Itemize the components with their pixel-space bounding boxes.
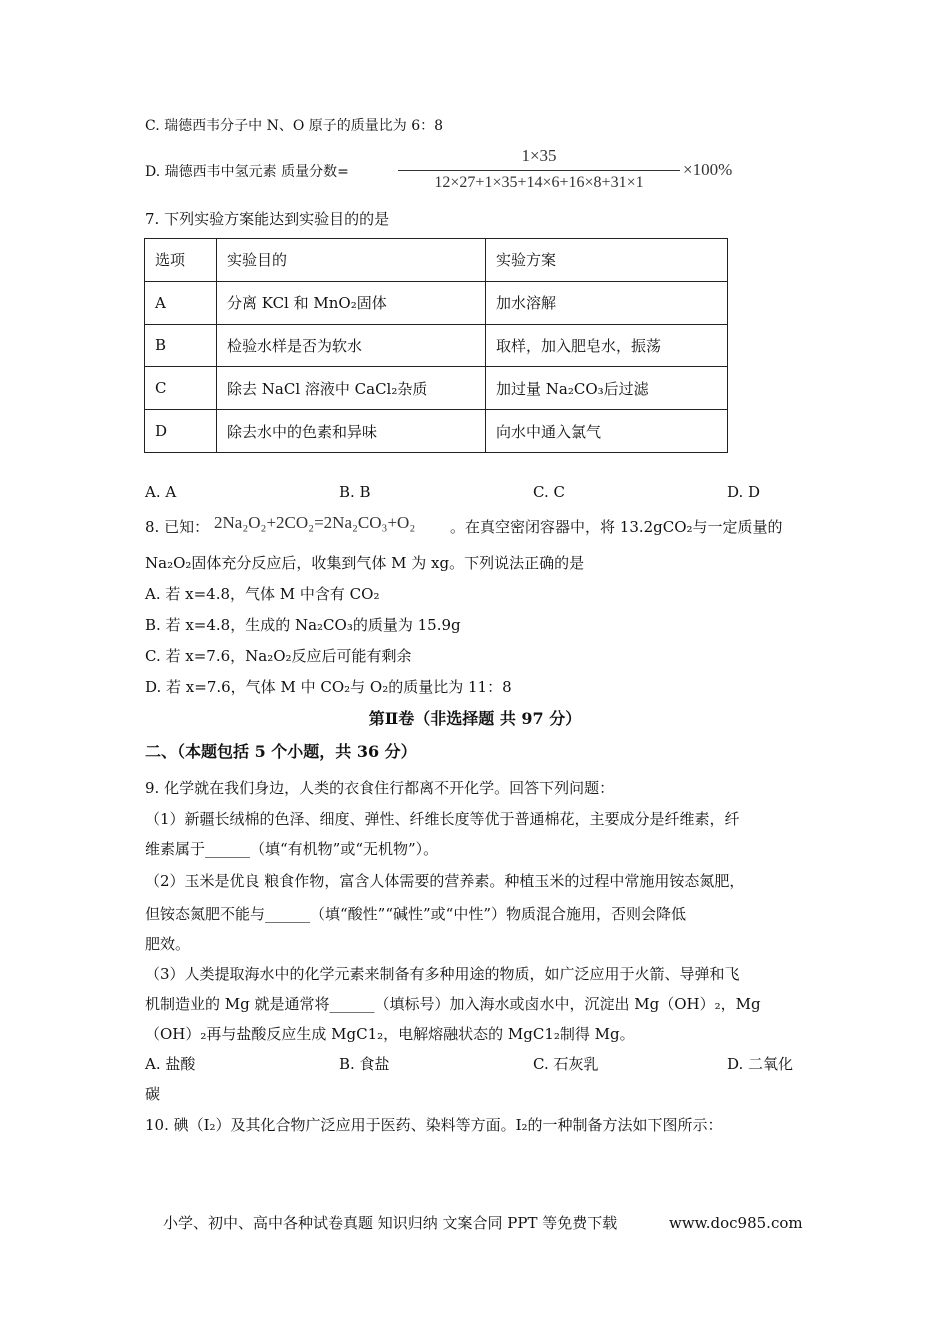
q9-choice-a: A. 盐酸	[145, 1055, 196, 1073]
part2-title: 第Ⅱ卷（非选择题 共 97 分）	[368, 709, 582, 728]
q7-question: 7. 下列实验方案能达到实验目的的是	[145, 210, 390, 228]
table-cell: 加过量 Na₂CO₃后过滤	[486, 367, 728, 410]
q8-text-1: 。在真空密闭容器中，将 13.2gCO₂与一定质量的	[450, 518, 783, 536]
q9-choice-b: B. 食盐	[339, 1055, 390, 1073]
q9-choice-c: C. 石灰乳	[533, 1055, 599, 1073]
q8-prefix: 8. 已知：	[145, 518, 210, 536]
q6-fraction	[398, 146, 680, 192]
q9-part2-line2: 但铵态氮肥不能与______（填“酸性”“碱性”或“中性”）物质混合施用，否则会降低	[145, 905, 687, 923]
table-cell: C	[145, 367, 217, 410]
table-cell: 检验水样是否为软水	[217, 324, 486, 367]
q9-part1-line2: 维素属于______（填“有机物”或“无机物”）。	[145, 840, 439, 858]
q8-option-c: C. 若 x=7.6，Na₂O₂反应后可能有剩余	[145, 647, 412, 665]
q9-part1-line1: （1）新疆长绒棉的色泽、细度、弹性、纤维长度等优于普通棉花，主要成分是纤维素，纤	[145, 810, 740, 828]
q8-option-a: A. 若 x=4.8，气体 M 中含有 CO₂	[145, 585, 380, 603]
q8-option-b: B. 若 x=4.8，生成的 Na₂CO₃的质量为 15.9g	[145, 616, 461, 634]
q9-part2-line3: 肥效。	[145, 935, 191, 953]
table-header-cell: 实验方案	[486, 239, 728, 282]
q6-option-d-prefix: D. 瑞德西韦中氢元素 质量分数=	[145, 164, 349, 180]
table-cell: 加水溶解	[486, 281, 728, 324]
q6-option-c: C. 瑞德西韦分子中 N、O 原子的质量比为 6：8	[145, 118, 444, 134]
q9-choice-d-wrap: 碳	[145, 1085, 161, 1103]
fraction-denominator: 12×27+1×35+14×6+16×8+31×1	[434, 174, 644, 191]
table-cell: B	[145, 324, 217, 367]
table-header-row	[145, 239, 728, 282]
section2-title: 二、（本题包括 5 个小题，共 36 分）	[145, 742, 417, 761]
q9-choice-d: D. 二氧化	[727, 1055, 794, 1073]
footer-text: 小学、初中、高中各种试卷真题 知识归纳 文案合同 PPT 等免费下载	[163, 1214, 618, 1232]
table-cell: D	[145, 410, 217, 453]
q10-text: 10. 碘（I₂）及其化合物广泛应用于医药、染料等方面。I₂的一种制备方法如下图所示：	[145, 1116, 723, 1134]
q8-option-d: D. 若 x=7.6，气体 M 中 CO₂与 O₂的质量比为 11：8	[145, 678, 512, 696]
q8-equation: 2Na₂O₂+2CO₂=2Na₂CO₃+O₂	[214, 513, 416, 532]
q7-choice-d: D. D	[727, 483, 761, 501]
table-header-cell: 实验目的	[217, 239, 486, 282]
q9-part3-line1: （3）人类提取海水中的化学元素来制备有多种用途的物质，如广泛应用于火箭、导弹和飞	[145, 965, 740, 983]
q8-text-2: Na₂O₂固体充分反应后，收集到气体 M 为 xg。下列说法正确的是	[145, 554, 585, 572]
q7-choice-c: C. C	[533, 483, 565, 501]
fraction-bar	[398, 170, 680, 171]
footer-url[interactable]: www.doc985.com	[669, 1214, 803, 1232]
table-cell: 除去 NaCl 溶液中 CaCl₂杂质	[217, 367, 486, 410]
q9-intro: 9. 化学就在我们身边，人类的衣食住行都离不开化学。回答下列问题：	[145, 779, 615, 797]
table-cell: A	[145, 281, 217, 324]
table-row	[145, 281, 728, 324]
table-cell: 取样，加入肥皂水，振荡	[486, 324, 728, 367]
table-cell: 向水中通入氯气	[486, 410, 728, 453]
q9-part2-line1: （2）玉米是优良 粮食作物，富含人体需要的营养素。种植玉米的过程中常施用铵态氮肥，	[145, 872, 745, 890]
q7-table	[144, 238, 728, 453]
q9-part3-line3: （OH）₂再与盐酸反应生成 MgC1₂，电解熔融状态的 MgC1₂制得 Mg。	[145, 1025, 635, 1043]
table-row	[145, 324, 728, 367]
q7-choice-a: A. A	[145, 483, 177, 501]
fraction-numerator: 1×35	[521, 146, 557, 165]
q9-part3-line2: 机制造业的 Mg 就是通常将______（填标号）加入海水或卤水中，沉淀出 Mg（OH）₂，Mg	[145, 995, 761, 1013]
table-row	[145, 410, 728, 453]
q7-choice-b: B. B	[339, 483, 371, 501]
table-cell: 分离 KCl 和 MnO₂固体	[217, 281, 486, 324]
table-cell: 除去水中的色素和异味	[217, 410, 486, 453]
q6-option-d-suffix: ×100%	[683, 160, 733, 179]
table-header-cell: 选项	[145, 239, 217, 282]
table-row	[145, 367, 728, 410]
